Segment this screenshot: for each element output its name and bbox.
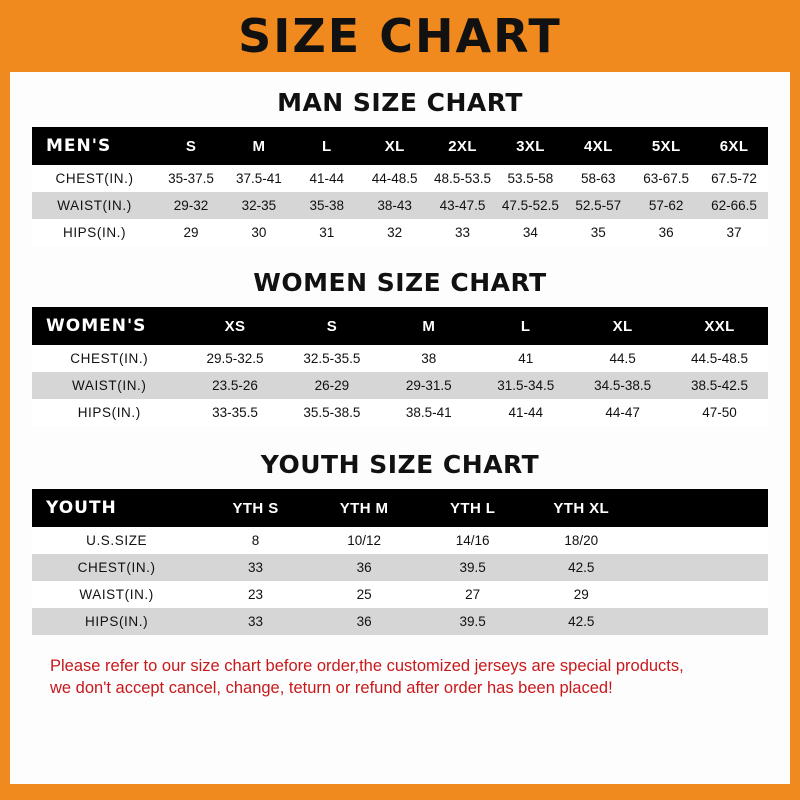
- table-row: [32, 345, 768, 372]
- chart-content: [10, 72, 790, 784]
- table-row: [32, 608, 768, 635]
- table-cell: 41-44: [477, 399, 574, 426]
- table-cell: 41-44: [293, 165, 361, 192]
- table-cell-spacer: [636, 527, 768, 554]
- table-cell: 67.5-72: [700, 165, 768, 192]
- table-row: [32, 399, 768, 426]
- men-header-cell: 5XL: [632, 127, 700, 165]
- table-header-row: [32, 127, 768, 165]
- table-cell: 44.5-48.5: [671, 345, 768, 372]
- table-cell: 31.5-34.5: [477, 372, 574, 399]
- women-section-title: WOMEN SIZE CHART: [253, 268, 547, 297]
- table-cell: 57-62: [632, 192, 700, 219]
- table-cell: 41: [477, 345, 574, 372]
- women-header-cell: M: [380, 307, 477, 345]
- table-cell: 38.5-42.5: [671, 372, 768, 399]
- table-row: [32, 554, 768, 581]
- men-header-cell: 4XL: [564, 127, 632, 165]
- table-cell: 37: [700, 219, 768, 246]
- men-header-cell: 3XL: [496, 127, 564, 165]
- table-cell: 38-43: [361, 192, 429, 219]
- table-cell: 35: [564, 219, 632, 246]
- table-cell: 42.5: [527, 608, 636, 635]
- youth-header-cell: YTH M: [310, 489, 419, 527]
- table-cell: 33: [201, 608, 310, 635]
- table-cell: 53.5-58: [496, 165, 564, 192]
- table-row: [32, 165, 768, 192]
- women-table-header: [32, 307, 768, 345]
- row-label: CHEST(IN.): [32, 554, 201, 581]
- table-cell: 36: [310, 608, 419, 635]
- table-cell: 32: [361, 219, 429, 246]
- table-cell: 42.5: [527, 554, 636, 581]
- table-cell: 29.5-32.5: [187, 345, 284, 372]
- table-cell: 30: [225, 219, 293, 246]
- table-cell-spacer: [636, 554, 768, 581]
- table-cell: 63-67.5: [632, 165, 700, 192]
- women-table-body: [32, 345, 768, 426]
- youth-table-body: [32, 527, 768, 635]
- row-label: WAIST(IN.): [32, 581, 201, 608]
- table-header-row: [32, 489, 768, 527]
- row-label: U.S.SIZE: [32, 527, 201, 554]
- table-cell: 38.5-41: [380, 399, 477, 426]
- women-header-cell: S: [283, 307, 380, 345]
- table-cell: 34.5-38.5: [574, 372, 671, 399]
- table-cell: 35-38: [293, 192, 361, 219]
- table-cell: 31: [293, 219, 361, 246]
- footer-note-line-1: Please refer to our size chart before order,the customized jerseys are special products,: [50, 657, 684, 675]
- table-cell: 8: [201, 527, 310, 554]
- table-cell: 35.5-38.5: [283, 399, 380, 426]
- table-cell: 39.5: [418, 608, 527, 635]
- table-cell: 48.5-53.5: [429, 165, 497, 192]
- table-cell: 44-47: [574, 399, 671, 426]
- table-cell: 38: [380, 345, 477, 372]
- table-cell: 32.5-35.5: [283, 345, 380, 372]
- banner: [10, 0, 790, 72]
- table-row: [32, 219, 768, 246]
- row-label: HIPS(IN.): [32, 608, 201, 635]
- table-cell: 34: [496, 219, 564, 246]
- table-cell: 32-35: [225, 192, 293, 219]
- table-header-row: [32, 307, 768, 345]
- youth-size-table: [32, 489, 768, 635]
- table-cell: 47-50: [671, 399, 768, 426]
- table-cell: 29-32: [157, 192, 225, 219]
- table-cell: 29: [157, 219, 225, 246]
- table-cell-spacer: [636, 608, 768, 635]
- table-cell: 33: [429, 219, 497, 246]
- table-cell: 27: [418, 581, 527, 608]
- page-title: SIZE CHART: [238, 9, 562, 63]
- footer-note-line-2: we don't accept cancel, change, teturn or refund after order has been placed!: [50, 679, 613, 698]
- youth-header-cell: YTH L: [418, 489, 527, 527]
- table-cell: 43-47.5: [429, 192, 497, 219]
- men-table-body: [32, 165, 768, 246]
- men-size-table: [32, 127, 768, 246]
- women-size-table: [32, 307, 768, 426]
- women-header-cell: XXL: [671, 307, 768, 345]
- row-label: WAIST(IN.): [32, 372, 187, 399]
- table-cell: 52.5-57: [564, 192, 632, 219]
- table-cell: 39.5: [418, 554, 527, 581]
- table-row: [32, 527, 768, 554]
- women-header-cell: L: [477, 307, 574, 345]
- row-label: HIPS(IN.): [32, 219, 157, 246]
- row-label: CHEST(IN.): [32, 165, 157, 192]
- youth-header-label: YOUTH: [32, 489, 201, 527]
- table-cell: 44-48.5: [361, 165, 429, 192]
- table-cell: 33: [201, 554, 310, 581]
- men-header-cell: XL: [361, 127, 429, 165]
- men-header-cell: L: [293, 127, 361, 165]
- women-header-label: WOMEN'S: [32, 307, 187, 345]
- table-row: [32, 372, 768, 399]
- table-cell: 26-29: [283, 372, 380, 399]
- table-cell: 18/20: [527, 527, 636, 554]
- table-cell: 33-35.5: [187, 399, 284, 426]
- row-label: WAIST(IN.): [32, 192, 157, 219]
- women-header-cell: XS: [187, 307, 284, 345]
- table-cell: 10/12: [310, 527, 419, 554]
- table-cell: 58-63: [564, 165, 632, 192]
- row-label: HIPS(IN.): [32, 399, 187, 426]
- bottom-accent-bar: [10, 784, 790, 800]
- table-cell: 25: [310, 581, 419, 608]
- table-row: [32, 192, 768, 219]
- men-header-cell: S: [157, 127, 225, 165]
- men-header-cell: 2XL: [429, 127, 497, 165]
- table-cell: 37.5-41: [225, 165, 293, 192]
- youth-table-header: [32, 489, 768, 527]
- table-cell: 23.5-26: [187, 372, 284, 399]
- youth-header-cell: YTH S: [201, 489, 310, 527]
- table-row: [32, 581, 768, 608]
- men-header-cell: M: [225, 127, 293, 165]
- table-cell: 36: [310, 554, 419, 581]
- table-cell: 23: [201, 581, 310, 608]
- row-label: CHEST(IN.): [32, 345, 187, 372]
- table-cell: 62-66.5: [700, 192, 768, 219]
- table-cell: 14/16: [418, 527, 527, 554]
- youth-header-spacer: [636, 489, 768, 527]
- table-cell-spacer: [636, 581, 768, 608]
- men-table-header: [32, 127, 768, 165]
- table-cell: 29-31.5: [380, 372, 477, 399]
- table-cell: 29: [527, 581, 636, 608]
- women-header-cell: XL: [574, 307, 671, 345]
- table-cell: 36: [632, 219, 700, 246]
- men-header-label: MEN'S: [32, 127, 157, 165]
- table-cell: 47.5-52.5: [496, 192, 564, 219]
- table-cell: 35-37.5: [157, 165, 225, 192]
- men-header-cell: 6XL: [700, 127, 768, 165]
- table-cell: 44.5: [574, 345, 671, 372]
- men-section-title: MAN SIZE CHART: [277, 88, 523, 117]
- youth-header-cell: YTH XL: [527, 489, 636, 527]
- footer-note: [32, 649, 768, 700]
- youth-section-title: YOUTH SIZE CHART: [260, 450, 540, 479]
